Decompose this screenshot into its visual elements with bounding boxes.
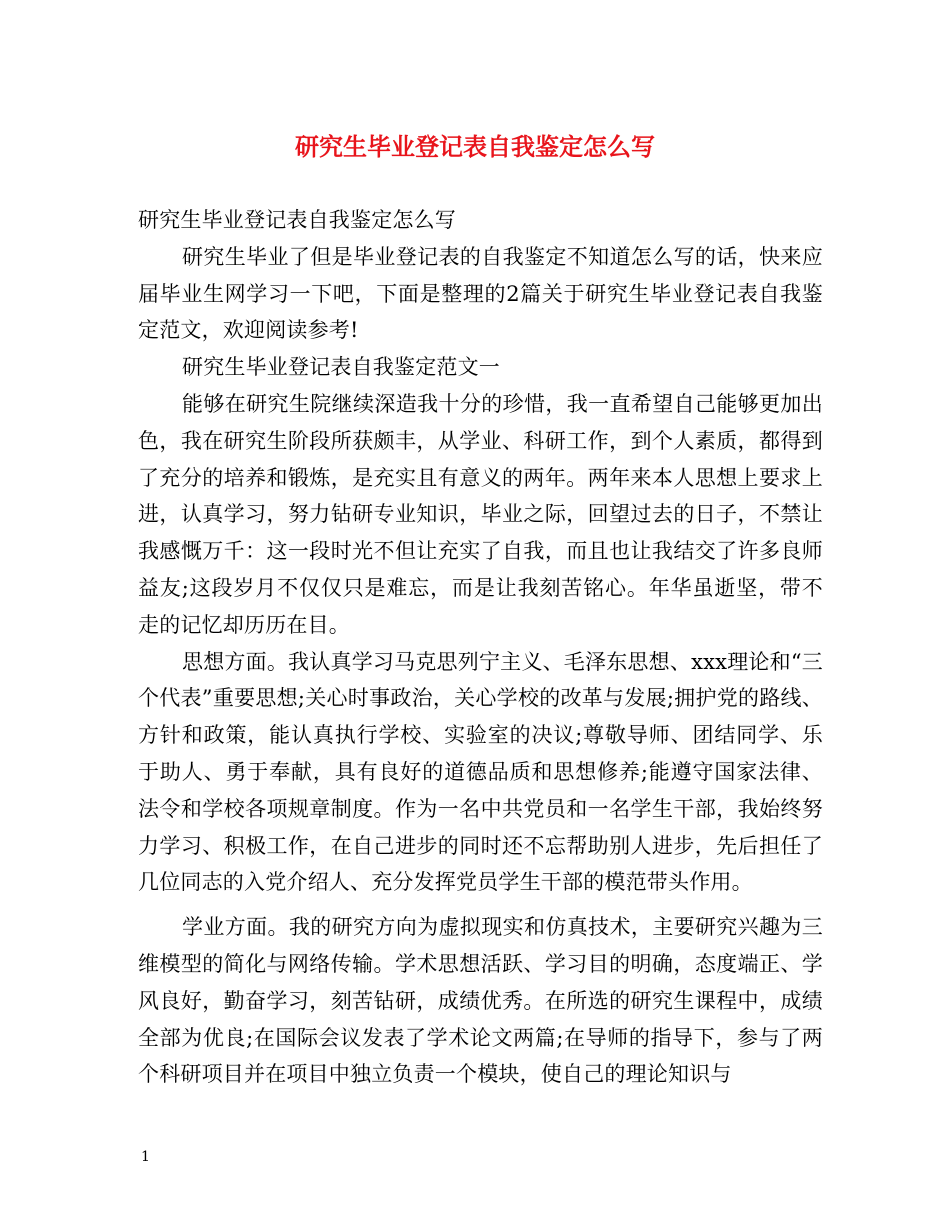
paragraph-gap	[138, 901, 823, 909]
body-paragraph: 思想方面。我认真学习马克思列宁主义、毛泽东思想、xxx理论和“三个代表”重要思想;关心时事政治，关心学校的改革与发展;拥护党的路线、方针和政策，能认真执行学校、实验室的决议;尊敬导师、团结同学、乐于助人、勇于奉献，具有良好的道德品质和思想修养;能遵守国家法律、法令和学校各项规章制度。作为一名中共党员和一名学生干部，我始终努力学习、积极工作，在自己进步的同时还不忘帮助别人进步，先后担任了几位同志的入党介绍人、充分发挥党员学生干部的模范带头作用。	[138, 649, 823, 895]
document-body	[138, 202, 823, 1093]
page-number: 1	[141, 1149, 150, 1165]
document-title: 研究生毕业登记表自我鉴定怎么写	[295, 133, 655, 161]
body-paragraph: 学业方面。我的研究方向为虚拟现实和仿真技术，主要研究兴趣为三维模型的简化与网络传输。学术思想活跃、学习目的明确，态度端正、学风良好，勤奋学习，刻苦钻研，成绩优秀。在所选的研究生课程中，成绩全部为优良;在国际会议发表了学术论文两篇;在导师的指导下，参与了两个科研项目并在项目中独立负责一个模块，使自己的理论知识与	[138, 915, 823, 1087]
document-subtitle: 研究生毕业登记表自我鉴定怎么写	[138, 208, 456, 232]
section-heading: 研究生毕业登记表自我鉴定范文一	[182, 355, 500, 380]
body-paragraph: 能够在研究生院继续深造我十分的珍惜，我一直希望自己能够更加出色，我在研究生阶段所获颇丰，从学业、科研工作，到个人素质，都得到了充分的培养和锻炼，是充实且有意义的两年。两年来本人思想上要求上进，认真学习，努力钻研专业知识，毕业之际，回望过去的日子，不禁让我感慨万千：这一段时光不但让充实了自我，而且也让我结交了许多良师益友;这段岁月不仅仅只是难忘，而是让我刻苦铭心。年华虽逝坚，带不走的记忆却历历在目。	[138, 391, 823, 637]
intro-paragraph: 研究生毕业了但是毕业登记表的自我鉴定不知道怎么写的话，快来应届毕业生网学习一下吧，下面是整理的2篇关于研究生毕业登记表自我鉴定范文，欢迎阅读参考!	[138, 244, 823, 343]
